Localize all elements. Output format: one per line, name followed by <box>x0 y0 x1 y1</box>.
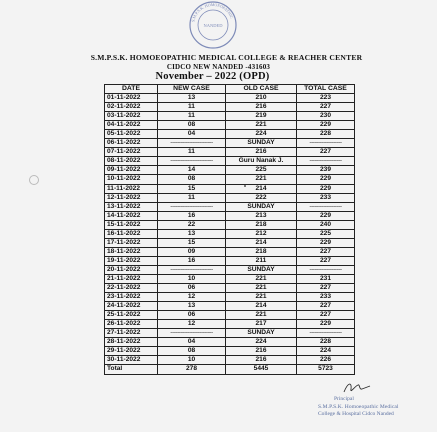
old-case-cell: SUNDAY <box>226 202 297 211</box>
seal-text-center: NANDED <box>203 23 223 28</box>
table-row <box>105 112 355 121</box>
old-case-cell: 221 <box>226 284 297 293</box>
stamp-line-location: College & Hospital Cidco Nanded <box>318 411 394 417</box>
table-row <box>105 338 355 347</box>
total-case-cell: 231 <box>297 274 355 283</box>
old-case-cell: 5445 <box>226 365 297 374</box>
date-cell: 04-11-2022 <box>105 121 158 130</box>
new-case-cell: 11 <box>158 148 226 157</box>
total-case-cell: ------------------- <box>297 139 355 148</box>
total-case-cell: ------------------- <box>297 202 355 211</box>
principal-stamp <box>318 380 428 420</box>
stamp-line-college: S.M.P.S.K. Homoeopathic Medical <box>318 404 399 410</box>
new-case-cell: 06 <box>158 311 226 320</box>
new-case-cell: 11 <box>158 193 226 202</box>
table-row <box>105 320 355 329</box>
table-row <box>105 347 355 356</box>
column-header-total-case: TOTAL CASE <box>297 85 355 94</box>
old-case-cell: 221 <box>226 293 297 302</box>
table-row <box>105 365 355 374</box>
new-case-cell: 10 <box>158 274 226 283</box>
total-case-cell: ------------------- <box>297 157 355 166</box>
new-case-cell: 13 <box>158 94 226 103</box>
total-case-cell: 240 <box>297 220 355 229</box>
date-cell: 27-11-2022 <box>105 329 158 338</box>
new-case-cell: 10 <box>158 356 226 365</box>
new-case-cell: ------------------------- <box>158 265 226 274</box>
old-case-cell: 216 <box>226 356 297 365</box>
date-cell: 06-11-2022 <box>105 139 158 148</box>
old-case-cell: 225 <box>226 166 297 175</box>
table-row <box>105 211 355 220</box>
punch-hole <box>29 175 39 185</box>
old-case-cell: Guru Nanak J. <box>226 157 297 166</box>
new-case-cell: 278 <box>158 365 226 374</box>
table-row <box>105 94 355 103</box>
new-case-cell: 04 <box>158 338 226 347</box>
total-case-cell: 230 <box>297 112 355 121</box>
total-case-cell: 233 <box>297 293 355 302</box>
report-title: November – 2022 (OPD) <box>155 71 270 82</box>
table-row <box>105 329 355 338</box>
old-case-cell: 216 <box>226 103 297 112</box>
old-case-cell: 221 <box>226 175 297 184</box>
table-row <box>105 238 355 247</box>
new-case-cell: 11 <box>158 103 226 112</box>
total-case-cell: 229 <box>297 320 355 329</box>
new-case-cell: 08 <box>158 347 226 356</box>
new-case-cell: 08 <box>158 175 226 184</box>
new-case-cell: ------------------------- <box>158 329 226 338</box>
svg-text:S.M.P.S.K. HOMOEOPATHIC <box>190 2 235 22</box>
total-case-cell: 227 <box>297 302 355 311</box>
old-case-cell: 221 <box>226 311 297 320</box>
total-case-cell: 5723 <box>297 365 355 374</box>
total-case-cell: 227 <box>297 311 355 320</box>
total-case-cell: 224 <box>297 347 355 356</box>
college-name: S.M.P.S.K. HOMOEOPATHIC MEDICAL COLLEGE & REACHER CENTER <box>90 53 363 62</box>
college-address: CIDCO NEW NANDED -431603 <box>166 63 271 71</box>
date-cell: 16-11-2022 <box>105 229 158 238</box>
table-header-row <box>105 85 355 94</box>
total-case-cell: 229 <box>297 175 355 184</box>
opd-table <box>104 84 355 375</box>
date-cell: 24-11-2022 <box>105 302 158 311</box>
old-case-cell: 221 <box>226 121 297 130</box>
new-case-cell: ------------------------- <box>158 202 226 211</box>
table-row <box>105 265 355 274</box>
date-cell: 07-11-2022 <box>105 148 158 157</box>
total-case-cell: 229 <box>297 184 355 193</box>
old-case-cell: 221 <box>226 274 297 283</box>
new-case-cell: ------------------------- <box>158 157 226 166</box>
table-row <box>105 166 355 175</box>
old-case-cell: 218 <box>226 247 297 256</box>
total-case-cell: 229 <box>297 211 355 220</box>
table-row <box>105 274 355 283</box>
total-case-cell: 227 <box>297 148 355 157</box>
new-case-cell: 04 <box>158 130 226 139</box>
date-cell: 22-11-2022 <box>105 284 158 293</box>
new-case-cell: 15 <box>158 184 226 193</box>
table-row <box>105 184 355 193</box>
table-row <box>105 311 355 320</box>
total-case-cell: 228 <box>297 130 355 139</box>
new-case-cell: 14 <box>158 166 226 175</box>
total-case-cell: 225 <box>297 229 355 238</box>
date-cell: 25-11-2022 <box>105 311 158 320</box>
date-cell: 29-11-2022 <box>105 347 158 356</box>
date-cell: 23-11-2022 <box>105 293 158 302</box>
date-cell: 26-11-2022 <box>105 320 158 329</box>
old-case-cell: 224 <box>226 338 297 347</box>
college-seal <box>187 0 239 50</box>
old-case-cell: 219 <box>226 112 297 121</box>
new-case-cell: 12 <box>158 320 226 329</box>
date-cell: 03-11-2022 <box>105 112 158 121</box>
table-row <box>105 229 355 238</box>
table-row <box>105 175 355 184</box>
total-case-cell: 227 <box>297 247 355 256</box>
table-row <box>105 202 355 211</box>
column-header-date: DATE <box>105 85 158 94</box>
date-cell: 30-11-2022 <box>105 356 158 365</box>
table-row <box>105 284 355 293</box>
column-header-new-case: NEW CASE <box>158 85 226 94</box>
column-header-old-case: OLD CASE <box>226 85 297 94</box>
date-cell: 11-11-2022 <box>105 184 158 193</box>
total-case-cell: 228 <box>297 338 355 347</box>
seal-text-top: S.M.P.S.K. HOMOEOPATHIC <box>190 1 235 23</box>
date-cell: 15-11-2022 <box>105 220 158 229</box>
date-cell: 12-11-2022 <box>105 193 158 202</box>
old-case-cell: 214 <box>226 302 297 311</box>
date-cell: 13-11-2022 <box>105 202 158 211</box>
date-cell: 09-11-2022 <box>105 166 158 175</box>
old-case-cell: 224 <box>226 130 297 139</box>
new-case-cell: 08 <box>158 121 226 130</box>
table-row <box>105 139 355 148</box>
old-case-cell: SUNDAY <box>226 329 297 338</box>
total-case-cell: 227 <box>297 103 355 112</box>
date-cell: 02-11-2022 <box>105 103 158 112</box>
old-case-cell: 214 <box>226 184 297 193</box>
new-case-cell: 13 <box>158 229 226 238</box>
date-cell: 05-11-2022 <box>105 130 158 139</box>
old-case-cell: 211 <box>226 256 297 265</box>
date-cell: 28-11-2022 <box>105 338 158 347</box>
total-case-cell: 223 <box>297 94 355 103</box>
signature-mark <box>340 380 374 396</box>
old-case-cell: 214 <box>226 238 297 247</box>
old-case-cell: 212 <box>226 229 297 238</box>
new-case-cell: 09 <box>158 247 226 256</box>
table-row <box>105 130 355 139</box>
total-case-cell: ------------------- <box>297 265 355 274</box>
new-case-cell: 16 <box>158 256 226 265</box>
date-cell: 18-11-2022 <box>105 247 158 256</box>
date-cell: 10-11-2022 <box>105 175 158 184</box>
table-row <box>105 256 355 265</box>
new-case-cell: 13 <box>158 302 226 311</box>
old-case-cell: 222 <box>226 193 297 202</box>
table-row <box>105 302 355 311</box>
table-row <box>105 148 355 157</box>
stamp-line-title: Principal <box>334 396 354 402</box>
table-row <box>105 193 355 202</box>
new-case-cell: 06 <box>158 284 226 293</box>
date-cell: 01-11-2022 <box>105 94 158 103</box>
total-case-cell: 229 <box>297 238 355 247</box>
old-case-cell: 213 <box>226 211 297 220</box>
date-cell: 08-11-2022 <box>105 157 158 166</box>
new-case-cell: 11 <box>158 112 226 121</box>
date-cell: 20-11-2022 <box>105 265 158 274</box>
new-case-cell: 15 <box>158 238 226 247</box>
new-case-cell: 12 <box>158 293 226 302</box>
total-case-cell: ------------------- <box>297 329 355 338</box>
table-row <box>105 247 355 256</box>
total-case-cell: 233 <box>297 193 355 202</box>
old-case-cell: 218 <box>226 220 297 229</box>
old-case-cell: 210 <box>226 94 297 103</box>
table-row <box>105 103 355 112</box>
date-cell: 19-11-2022 <box>105 256 158 265</box>
table-body <box>105 94 355 374</box>
table-row <box>105 121 355 130</box>
new-case-cell: 22 <box>158 220 226 229</box>
table-row <box>105 356 355 365</box>
date-cell: Total <box>105 365 158 374</box>
old-case-cell: 217 <box>226 320 297 329</box>
old-case-cell: 216 <box>226 347 297 356</box>
date-cell: 17-11-2022 <box>105 238 158 247</box>
new-case-cell: ------------------------- <box>158 139 226 148</box>
total-case-cell: 229 <box>297 121 355 130</box>
table-row <box>105 293 355 302</box>
table-row <box>105 220 355 229</box>
total-case-cell: 226 <box>297 356 355 365</box>
date-cell: 14-11-2022 <box>105 211 158 220</box>
table-row <box>105 157 355 166</box>
old-case-cell: SUNDAY <box>226 139 297 148</box>
total-case-cell: 227 <box>297 284 355 293</box>
total-case-cell: 227 <box>297 256 355 265</box>
old-case-cell: SUNDAY <box>226 265 297 274</box>
date-cell: 21-11-2022 <box>105 274 158 283</box>
old-case-cell: 216 <box>226 148 297 157</box>
new-case-cell: 16 <box>158 211 226 220</box>
total-case-cell: 239 <box>297 166 355 175</box>
